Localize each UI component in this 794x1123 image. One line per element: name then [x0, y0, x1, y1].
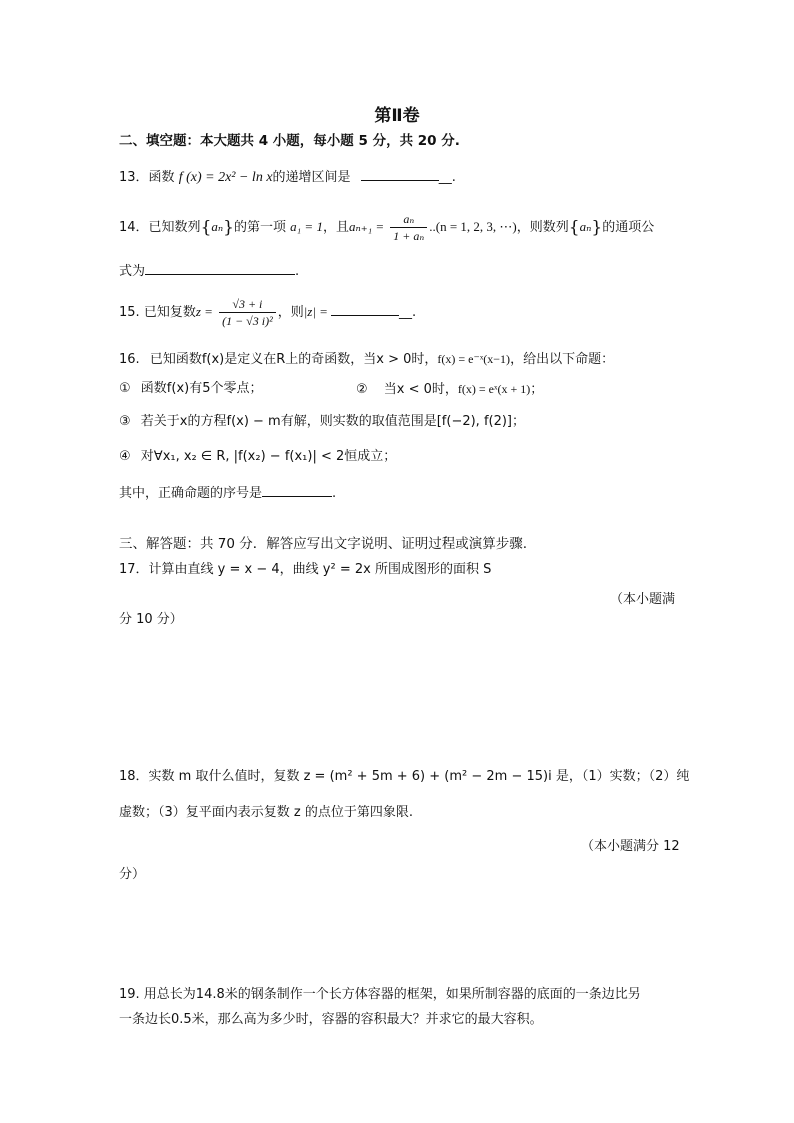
question-18-line2: 虚数；（3）复平面内表示复数 z 的点位于第四象限. — [119, 805, 413, 820]
q15-fraction — [219, 296, 276, 329]
q16-p2-end: ； — [530, 382, 544, 397]
q14-condition: ..(n = 1, 2, 3, ⋯) — [429, 219, 517, 234]
q16-proposition-2 — [356, 380, 543, 399]
question-16 — [119, 350, 614, 369]
q16-conclusion-end: . — [332, 486, 337, 501]
question-17: 17．计算由直线 y = x − 4，曲线 y² = 2x 所围成图形的面积 S — [119, 562, 492, 577]
q16-stem: 已知函数f(x)是定义在R上的奇函数，当x > 0时， — [149, 352, 438, 367]
q16-p2-formula: f(x) = eˣ(x + 1) — [457, 382, 531, 396]
q14-end: . — [295, 264, 300, 279]
q16-proposition-4 — [119, 448, 396, 466]
q14-seq-2: aₙ — [579, 219, 592, 234]
q16-p1-text: 函数f(x)有5个零点； — [140, 381, 263, 396]
q16-number: 16. — [119, 352, 140, 367]
q13-answer-blank[interactable] — [361, 168, 439, 181]
q14-mid2: ，且 — [322, 220, 349, 235]
q15-abs: |z| = — [303, 304, 328, 319]
q14-answer-blank[interactable] — [145, 262, 295, 275]
q17-score-1: （本小题满 — [610, 592, 676, 607]
right-brace-icon: } — [223, 217, 234, 238]
q15-frac-num: √3 + i — [219, 296, 276, 313]
q16-p4-text: 对∀x₁, x₂ ∈ R, |f(x₂) − f(x₁)| < 2恒成立； — [140, 449, 397, 464]
q13-end: __. — [438, 170, 456, 185]
circled-2-icon: ② — [356, 382, 368, 397]
question-15 — [119, 294, 416, 331]
page-title: 第Ⅱ卷 — [374, 106, 420, 126]
q16-p3-text: 若关于x的方程f(x) − m有解，则实数的取值范围是[f(−2), f(2)]； — [140, 414, 526, 429]
q14-fraction — [390, 211, 427, 244]
q14-lhs: aₙ₊₁ = — [348, 219, 385, 234]
circled-4-icon: ④ — [119, 449, 131, 464]
question-19: 19. 用总长为14.8米的钢条制作一个长方体容器的框架，如果所制容器的底面的一条边比另 — [119, 987, 641, 1002]
q15-frac-den: (1 − √3 i)² — [222, 314, 273, 328]
q14-number: 14． — [119, 220, 149, 235]
circled-1-icon: ① — [119, 381, 131, 396]
q14-seq: aₙ — [211, 219, 224, 234]
question-14-line2 — [119, 262, 299, 281]
left-brace-icon: { — [200, 217, 212, 238]
q14-suffix: 的通项公 — [602, 220, 655, 235]
q15-answer-blank[interactable] — [331, 303, 399, 316]
q14-frac-num: aₙ — [390, 211, 427, 228]
circled-3-icon: ③ — [119, 414, 131, 429]
q16-proposition-1 — [119, 380, 262, 398]
left-brace-icon: { — [568, 217, 580, 238]
q15-lhs: z = — [195, 304, 213, 319]
q13-formula: f (x) = 2x² − ln x — [178, 170, 273, 185]
question-13 — [119, 168, 456, 187]
q18-score-2: 分） — [119, 867, 146, 882]
q16-conclusion-text: 其中，正确命题的序号是 — [119, 486, 263, 501]
q14-mid1: 的第一项 — [234, 220, 287, 235]
q14-prefix: 已知数列 — [148, 220, 201, 235]
q15-number: 15. — [119, 305, 140, 320]
q16-stem-formula: f(x) = e⁻ˣ(x−1) — [437, 352, 511, 366]
section-2-heading: 二、填空题：本大题共 4 小题，每小题 5 分，共 20 分. — [119, 133, 460, 149]
q16-answer-blank[interactable] — [262, 484, 332, 497]
q14-frac-den: 1 + aₙ — [393, 229, 425, 243]
q13-suffix: 的递增区间是 — [272, 170, 351, 185]
q15-end: __. — [398, 305, 417, 320]
question-14 — [119, 210, 654, 245]
q16-stem-end: ，给出以下命题： — [510, 352, 615, 367]
q15-prefix: 已知复数 — [143, 305, 196, 320]
section-3-heading: 三、解答题：共 70 分．解答应写出文字说明、证明过程或演算步骤. — [119, 536, 528, 552]
question-19-line2: 一条边长0.5米，那么高为多少时，容器的容积最大？并求它的最大容积。 — [119, 1012, 543, 1027]
right-brace-icon: } — [591, 217, 603, 238]
q13-number: 13． — [119, 170, 149, 185]
q16-proposition-3 — [119, 413, 525, 431]
q16-conclusion — [119, 484, 336, 503]
q14-mid3: ，则数列 — [516, 220, 569, 235]
q18-score-1: （本小题满分 12 — [581, 839, 680, 854]
q13-prefix: 函数 — [148, 170, 175, 185]
q16-p2-text: 当x < 0时， — [383, 382, 458, 397]
q15-mid: ，则 — [277, 305, 304, 320]
q14-line2: 式为 — [119, 264, 146, 279]
q17-score-2: 分 10 分） — [119, 612, 183, 627]
question-18: 18．实数 m 取什么值时，复数 z = (m² + 5m + 6) + (m² − 2m − 15)i 是，（1）实数；（2）纯 — [119, 769, 690, 784]
q14-first-term: a₁ = 1 — [290, 219, 323, 234]
